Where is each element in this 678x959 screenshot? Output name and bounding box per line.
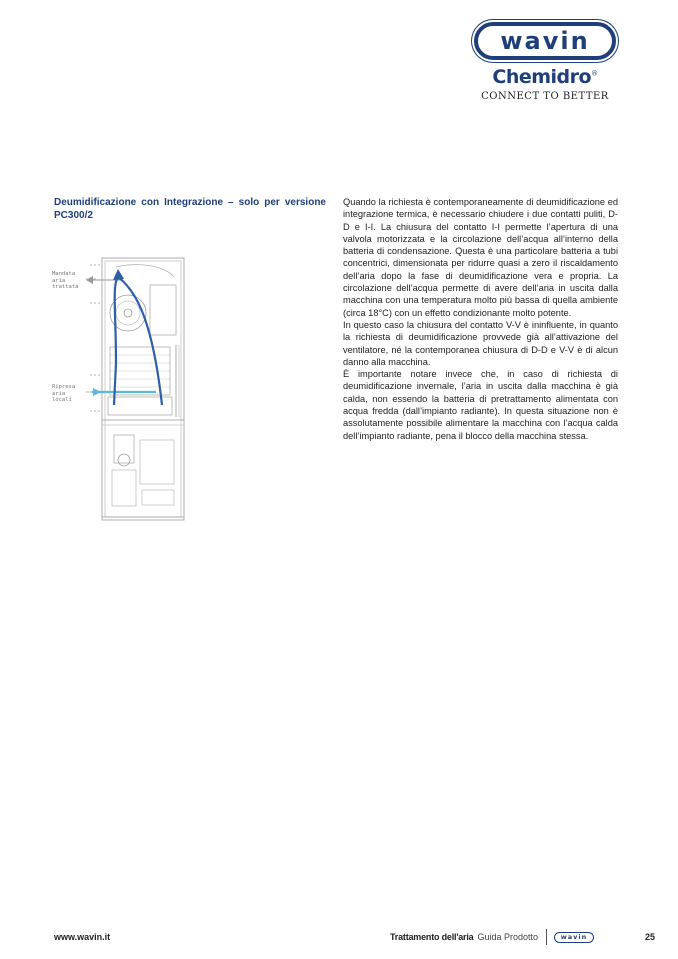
chemidro-logo <box>470 66 620 88</box>
airflow-path-icon <box>113 269 162 405</box>
wavin-logo <box>474 22 616 60</box>
section-heading: Deumidificazione con Integrazione – solo per versione PC300/2 <box>54 197 326 221</box>
paragraph-1: Quando la richiesta è contemporaneamente di deumidificazione ed integrazione termica, è necessario chiudere i due contatti puliti, D-D e I-I. La chiusura del contatto I-I permette l’apertura di una valvola motorizzata e la circolazione dell’acqua all’interno della batteria di condensazione. Questa è una particolare batteria a tubi concentrici, dimensionata per ridurre quasi a zero il riscaldamento dell’aria dopo la fase di deumidificazione vera e propria. La circolazione dell’acqua permette di avere dell’aria in uscita dalla macchina con una temperatura molto più bassa di quella ambiente (circa 18°C) con un effetto condizionante molto potente. <box>343 197 618 318</box>
footer-title: Trattamento dell'aria <box>390 932 474 942</box>
footer-divider <box>546 929 547 945</box>
tagline: CONNECT TO BETTER <box>481 91 609 102</box>
brand-logo-block <box>470 22 620 102</box>
footer-wavin-logo <box>554 932 594 943</box>
paragraph-3: È importante notare invece che, in caso di richiesta di deumidificazione invernale, l’aria in uscita dalla macchina è già calda, non essendo la batteria di pretrattamento alimentata con acqua fredda (dall’impianto radiante). In questa situazione non è assolutamente possibile alimentare la macchina con l’acqua calda dell’impianto radiante, pena il blocco della macchina stessa. <box>343 369 618 441</box>
wavin-logo-text: wavin <box>500 27 590 55</box>
footer-url[interactable]: www.wavin.it <box>54 932 111 942</box>
registered-mark: ® <box>591 69 598 78</box>
unit-diagram <box>52 255 192 530</box>
footer-subtitle: Guida Prodotto <box>477 932 539 942</box>
chemidro-logo-text: Chemidro <box>492 66 592 88</box>
paragraph-2: In questo caso la chiusura del contatto V-V è ininfluente, in quanto la richiesta di deumidificazione provvede già all’attivazione del ventilatore, né la contemporanea chiusura di D-D e V-V è di alcun danno alla macchina. <box>343 319 618 367</box>
page-number: 25 <box>644 932 655 942</box>
footer-right <box>390 928 655 946</box>
label-return-air: Ripresa aria locali <box>52 384 76 403</box>
label-supply-air: Mandata aria trattata <box>52 271 79 290</box>
footer-logo-text: wavin <box>560 933 588 941</box>
body-text <box>343 196 618 442</box>
